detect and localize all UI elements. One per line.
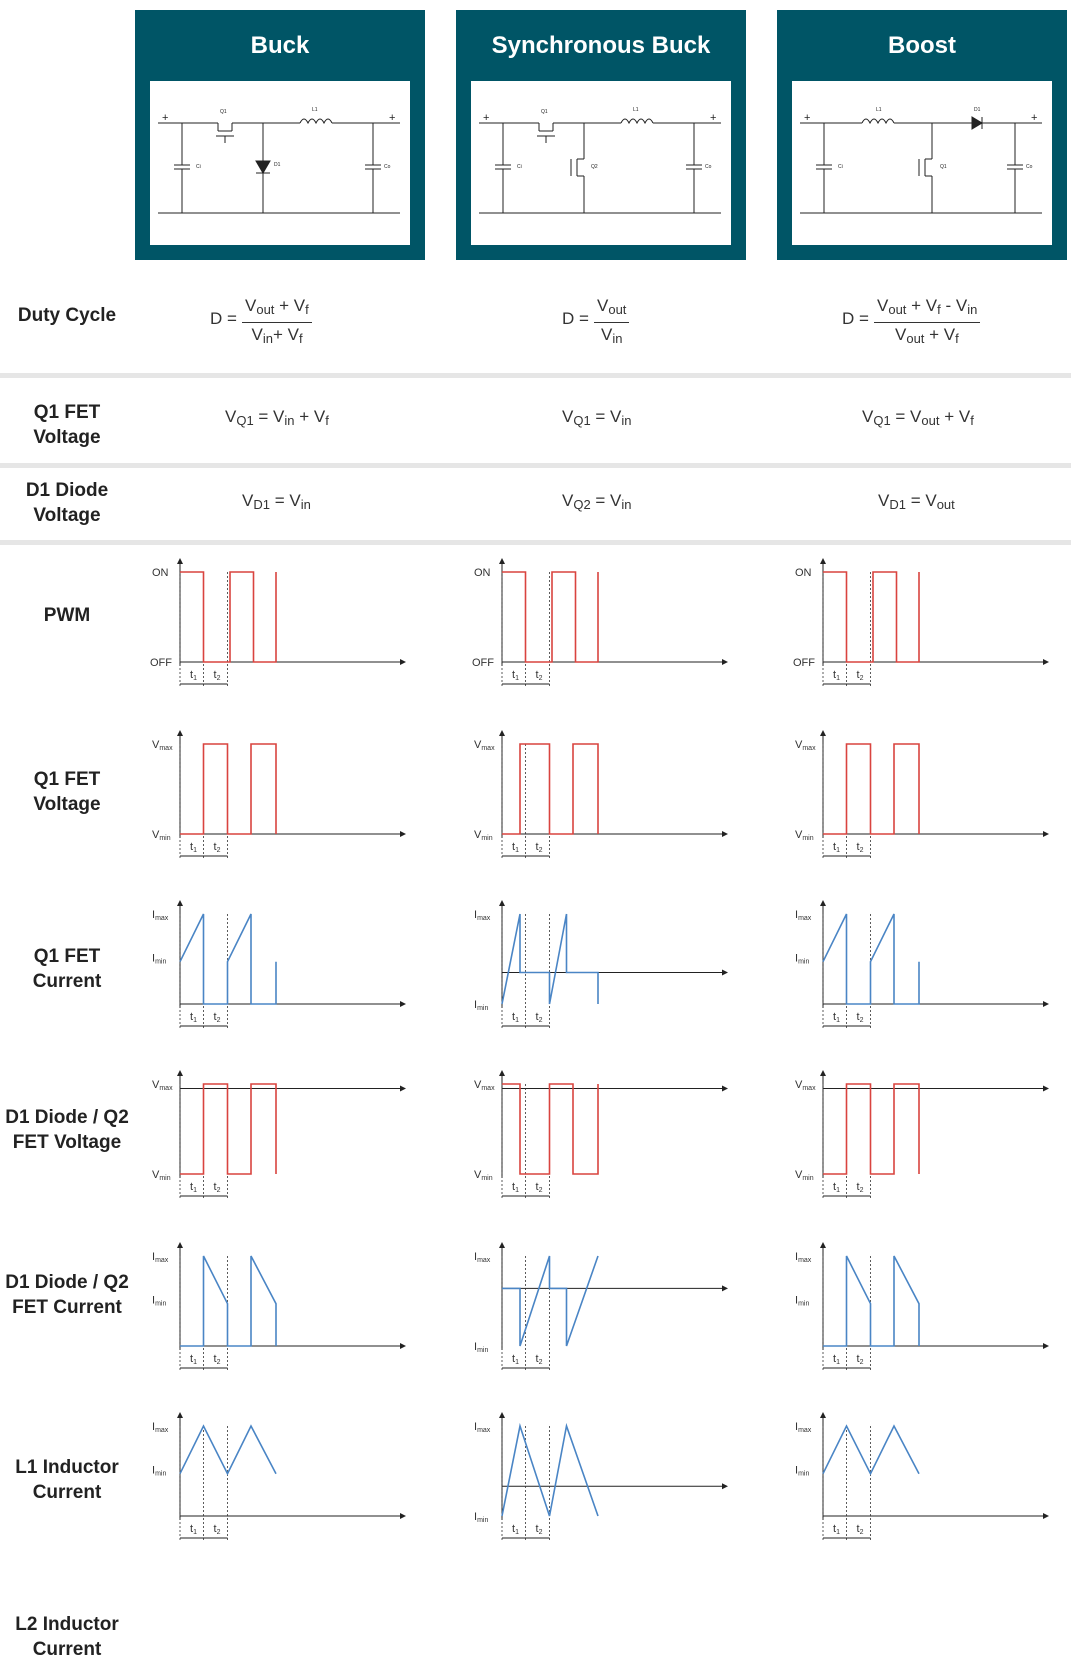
min-label: Imin [152, 952, 167, 966]
max-label: Vmax [152, 739, 173, 752]
y-axis-arrow [820, 900, 826, 906]
min-label: Vmin [474, 829, 493, 842]
formula-denominator [252, 325, 303, 346]
waveform-trace [502, 572, 598, 662]
min-label: Vmin [795, 829, 814, 842]
t2-label: t2 [213, 1523, 221, 1536]
t2-label: t2 [213, 1011, 221, 1024]
min-label: Imin [474, 1341, 489, 1354]
x-axis-arrow [1043, 1513, 1049, 1519]
t1-label: t1 [833, 1011, 840, 1024]
waveform-trace [502, 1256, 598, 1346]
waveform-pwm-col2 [472, 548, 732, 698]
formula-subscript: f [937, 302, 941, 317]
formula-term: + $V_f$ [272, 325, 303, 346]
y-axis-arrow [177, 558, 183, 564]
waveform-trace [502, 744, 598, 834]
formula-term: $V_{out}$ [877, 296, 907, 317]
formula-subscript: out [936, 497, 955, 512]
formula-term: = $V_{in}$ [253, 407, 295, 428]
formula-term: = $V_{in}$ [590, 407, 632, 428]
row-label-q1-fet-voltage: Q1 FET Voltage [33, 402, 101, 448]
max-label: Imax [152, 1421, 169, 1434]
min-label: Imin [795, 952, 810, 966]
min-label: Vmin [795, 1169, 814, 1182]
t2-label: t2 [856, 841, 864, 854]
q1-voltage-formula-boost [862, 407, 974, 428]
t1-label: t1 [190, 1523, 197, 1536]
d1-voltage-formula-buck [242, 491, 311, 512]
formula-subscript: f [955, 331, 959, 346]
t1-label: t1 [512, 669, 519, 682]
y-axis-arrow [820, 1412, 826, 1418]
min-label: Imin [152, 1294, 167, 1308]
row-label-d1-diode-voltage: D1 Diode Voltage [25, 480, 109, 526]
buck-schematic [150, 81, 410, 245]
formula-subscript: Q1 [573, 413, 591, 428]
t2-label: t2 [535, 841, 543, 854]
x-axis-arrow [722, 1285, 728, 1291]
column-title: Boost [888, 32, 956, 59]
t2-label: t2 [535, 1181, 543, 1194]
waveform-pwm-col3 [793, 548, 1053, 698]
max-label: Imax [474, 1421, 491, 1434]
row-separator [0, 540, 1071, 545]
waveform-q1_fet_voltage_wave-col1 [150, 720, 410, 870]
x-axis-arrow [722, 1086, 728, 1092]
formula-term: + $V_f$ [906, 296, 941, 317]
t1-label: t1 [833, 1181, 840, 1194]
label-l1: L1 [312, 107, 318, 113]
t2-label: t2 [535, 669, 543, 682]
y-axis-arrow [499, 900, 505, 906]
max-label: Imax [474, 1251, 491, 1264]
formula-subscript: in [262, 331, 273, 346]
x-axis-arrow [722, 970, 728, 976]
formula-lhs: D = [210, 309, 237, 328]
max-label: Vmax [474, 739, 495, 752]
formula-lhs: D = [842, 309, 869, 328]
t2-label: t2 [856, 1181, 864, 1194]
row-separator [0, 463, 1071, 468]
fraction-bar [874, 322, 980, 323]
max-label: Imax [795, 1421, 812, 1434]
label-q2: Q2 [591, 164, 598, 170]
t2-label: t2 [213, 1353, 221, 1366]
row-label-l2-inductor-current: L2 Inductor Current [15, 1614, 119, 1660]
column-header-synchronous-buck [456, 10, 746, 260]
y-axis-arrow [820, 1070, 826, 1076]
formula-term: $V_{Q2}$ [562, 491, 591, 512]
waveform-trace [180, 572, 276, 662]
min-label: Imin [474, 1511, 489, 1524]
formula-term: $V_{out}$ [597, 296, 627, 317]
waveform-trace [823, 1256, 919, 1346]
waveform-trace [823, 572, 919, 662]
column-header-boost [777, 10, 1067, 260]
min-label: Vmin [152, 1169, 171, 1182]
max-label: Vmax [152, 1079, 173, 1092]
formula-term: $V_{out}$ [245, 296, 275, 317]
column-header-buck [135, 10, 425, 260]
y-axis-arrow [820, 558, 826, 564]
t1-label: t1 [190, 841, 197, 854]
label-q1: Q1 [220, 109, 227, 115]
plus-terminal-out: + [710, 112, 717, 124]
waveform-trace [823, 1084, 919, 1174]
off-label: OFF [472, 657, 494, 669]
fraction-bar [594, 322, 629, 323]
formula-term: + $V_f$ [939, 407, 974, 428]
formula-term: + $V_f$ [274, 296, 309, 317]
label-q1: Q1 [541, 109, 548, 115]
formula-subscript: out [921, 413, 940, 428]
y-axis-arrow [177, 730, 183, 736]
min-label: Vmin [152, 829, 171, 842]
y-axis-arrow [499, 558, 505, 564]
waveform-trace [502, 914, 598, 1004]
formula-term: = $V_{in}$ [590, 491, 632, 512]
formula-subscript: D1 [253, 497, 270, 512]
max-label: Vmax [795, 1079, 816, 1092]
y-axis-arrow [499, 1070, 505, 1076]
q1-voltage-formula-buck [225, 407, 329, 428]
waveform-l1_inductor_current-col3 [793, 1402, 1053, 1552]
max-label: Imax [795, 1251, 812, 1264]
label-l1: L1 [633, 107, 639, 113]
waveform-q1_fet_current_wave-col3 [793, 890, 1053, 1040]
column-title: Buck [250, 32, 310, 59]
y-axis-arrow [177, 1412, 183, 1418]
row-label-l1-inductor-current: L1 Inductor Current [15, 1457, 119, 1503]
waveform-q1_fet_current_wave-col2 [472, 890, 732, 1040]
formula-subscript: f [305, 302, 309, 317]
formula-term: = $V_{out}$ [890, 407, 940, 428]
waveform-trace [180, 1426, 276, 1474]
y-axis-arrow [820, 730, 826, 736]
waveform-d1_q2_voltage_wave-col3 [793, 1060, 1053, 1210]
column-title: Synchronous Buck [491, 32, 711, 59]
label-ci: Ci [517, 164, 522, 170]
t1-label: t1 [190, 1353, 197, 1366]
y-axis-arrow [499, 1242, 505, 1248]
y-axis-arrow [177, 1070, 183, 1076]
formula-term: $V_{D1}$ [242, 491, 270, 512]
t1-label: t1 [190, 1181, 197, 1194]
x-axis-arrow [1043, 659, 1049, 665]
d1-voltage-formula-synchronous-buck [562, 491, 632, 512]
t1-label: t1 [512, 1523, 519, 1536]
formula-subscript: in [621, 413, 632, 428]
plus-terminal-in: + [162, 112, 169, 124]
formula-term: $V_{Q1}$ [562, 407, 591, 428]
fraction-bar [242, 322, 312, 323]
waveform-trace [180, 914, 276, 1004]
label-co: Co [1026, 164, 1033, 170]
formula-numerator [877, 296, 977, 317]
t2-label: t2 [535, 1353, 543, 1366]
t2-label: t2 [856, 1523, 864, 1536]
x-axis-arrow [400, 1343, 406, 1349]
plus-terminal-in: + [483, 112, 490, 124]
formula-denominator [895, 325, 959, 346]
formula-term: = $V_{in}$ [269, 491, 311, 512]
t2-label: t2 [213, 1181, 221, 1194]
waveform-q1_fet_voltage_wave-col3 [793, 720, 1053, 870]
label-d1: D1 [274, 162, 281, 168]
formula-lhs: D = [562, 309, 589, 328]
row-label-d1-q2-voltage-wave: D1 Diode / Q2 FET Voltage [5, 1107, 129, 1153]
formula-subscript: out [888, 302, 907, 317]
max-label: Vmax [474, 1079, 495, 1092]
waveform-trace [180, 1084, 276, 1174]
waveform-d1_q2_voltage_wave-col1 [150, 1060, 410, 1210]
waveform-q1_fet_voltage_wave-col2 [472, 720, 732, 870]
t2-label: t2 [535, 1011, 543, 1024]
label-l1: L1 [876, 107, 882, 113]
formula-term: + $V_f$ [294, 407, 329, 428]
formula-subscript: f [970, 413, 974, 428]
max-label: Imax [474, 909, 491, 922]
plus-terminal-out: + [1031, 112, 1038, 124]
t1-label: t1 [833, 1353, 840, 1366]
label-d1: D1 [974, 107, 981, 113]
y-axis-arrow [177, 900, 183, 906]
min-label: Imin [795, 1464, 810, 1478]
synchronous-buck-schematic [471, 81, 731, 245]
max-label: Vmax [795, 739, 816, 752]
formula-subscript: out [608, 302, 627, 317]
plus-terminal-out: + [389, 112, 396, 124]
waveform-d1_q2_current_wave-col2 [472, 1232, 732, 1382]
y-axis-arrow [499, 1412, 505, 1418]
formula-subscript: Q1 [873, 413, 891, 428]
row-label-duty-cycle: Duty Cycle [17, 305, 117, 326]
label-ci: Ci [196, 164, 201, 170]
formula-subscript: f [325, 413, 329, 428]
formula-term: $V_{in}$ [251, 325, 273, 346]
y-axis-arrow [177, 1242, 183, 1248]
row-label-q1-fet-current-wave: Q1 FET Current [32, 946, 102, 992]
t2-label: t2 [535, 1523, 543, 1536]
x-axis-arrow [722, 831, 728, 837]
t1-label: t1 [833, 841, 840, 854]
waveform-d1_q2_current_wave-col3 [793, 1232, 1053, 1382]
formula-term: $V_{out}$ [895, 325, 925, 346]
max-label: Imax [152, 1251, 169, 1264]
min-label: Vmin [474, 1169, 493, 1182]
on-label: ON [474, 567, 491, 579]
waveform-d1_q2_voltage_wave-col2 [472, 1060, 732, 1210]
row-label-q1-fet-voltage-wave: Q1 FET Voltage [33, 769, 101, 815]
x-axis-arrow [400, 831, 406, 837]
formula-subscript: in [284, 413, 295, 428]
row-separator [0, 373, 1071, 378]
formula-numerator [245, 296, 309, 317]
waveform-trace [502, 1426, 598, 1516]
formula-subscript: in [612, 331, 623, 346]
formula-term: - $V_{in}$ [940, 296, 978, 317]
formula-term: $V_{D1}$ [878, 491, 906, 512]
plus-terminal-in: + [804, 112, 811, 124]
waveform-trace [823, 914, 919, 1004]
formula-term: $V_{in}$ [601, 325, 623, 346]
waveform-q1_fet_current_wave-col1 [150, 890, 410, 1040]
waveform-trace [502, 1084, 598, 1174]
min-label: Imin [474, 999, 489, 1012]
t1-label: t1 [833, 1523, 840, 1536]
off-label: OFF [793, 657, 815, 669]
x-axis-arrow [1043, 831, 1049, 837]
x-axis-arrow [722, 1483, 728, 1489]
waveform-trace [180, 744, 276, 834]
waveform-l1_inductor_current-col1 [150, 1402, 410, 1552]
row-label-d1-q2-current-wave: D1 Diode / Q2 FET Current [5, 1272, 129, 1318]
waveform-trace [823, 744, 919, 834]
waveform-trace [180, 1256, 276, 1346]
waveform-trace [823, 1426, 919, 1474]
formula-numerator [597, 296, 626, 317]
d1-voltage-formula-boost [878, 491, 955, 512]
waveform-l1_inductor_current-col2 [472, 1402, 732, 1552]
max-label: Imax [795, 909, 812, 922]
waveform-pwm-col1 [150, 548, 410, 698]
formula-term: = $V_{out}$ [905, 491, 955, 512]
t1-label: t1 [512, 1353, 519, 1366]
t2-label: t2 [856, 1353, 864, 1366]
x-axis-arrow [1043, 1343, 1049, 1349]
on-label: ON [795, 567, 812, 579]
t1-label: t1 [190, 1011, 197, 1024]
t1-label: t1 [833, 669, 840, 682]
formula-subscript: Q1 [236, 413, 254, 428]
min-label: Imin [152, 1464, 167, 1478]
off-label: OFF [150, 657, 172, 669]
t2-label: t2 [856, 1011, 864, 1024]
x-axis-arrow [400, 659, 406, 665]
t2-label: t2 [213, 669, 221, 682]
row-label-pwm: PWM [43, 605, 91, 626]
t1-label: t1 [190, 669, 197, 682]
formula-term: $V_{Q1}$ [225, 407, 254, 428]
y-axis-arrow [820, 1242, 826, 1248]
q1-voltage-formula-synchronous-buck [562, 407, 632, 428]
x-axis-arrow [400, 1513, 406, 1519]
x-axis-arrow [722, 659, 728, 665]
t1-label: t1 [512, 841, 519, 854]
waveform-d1_q2_current_wave-col1 [150, 1232, 410, 1382]
x-axis-arrow [1043, 1086, 1049, 1092]
label-q1: Q1 [940, 164, 947, 170]
label-co: Co [705, 164, 712, 170]
label-ci: Ci [838, 164, 843, 170]
formula-term: + $V_f$ [924, 325, 959, 346]
formula-subscript: D1 [889, 497, 906, 512]
t1-label: t1 [512, 1011, 519, 1024]
formula-subscript: in [300, 497, 311, 512]
x-axis-arrow [1043, 1001, 1049, 1007]
label-co: Co [384, 164, 391, 170]
max-label: Imax [152, 909, 169, 922]
x-axis-arrow [400, 1086, 406, 1092]
t1-label: t1 [512, 1181, 519, 1194]
formula-subscript: f [298, 331, 303, 346]
y-axis-arrow [499, 730, 505, 736]
formula-subscript: in [967, 302, 978, 317]
on-label: ON [152, 567, 169, 579]
t2-label: t2 [213, 841, 221, 854]
formula-subscript: in [621, 497, 632, 512]
boost-schematic [792, 81, 1052, 245]
t2-label: t2 [856, 669, 864, 682]
formula-subscript: out [906, 331, 925, 346]
min-label: Imin [795, 1294, 810, 1308]
formula-term: $V_{Q1}$ [862, 407, 891, 428]
formula-denominator [601, 325, 622, 346]
formula-subscript: Q2 [573, 497, 591, 512]
x-axis-arrow [400, 1001, 406, 1007]
formula-subscript: out [256, 302, 275, 317]
